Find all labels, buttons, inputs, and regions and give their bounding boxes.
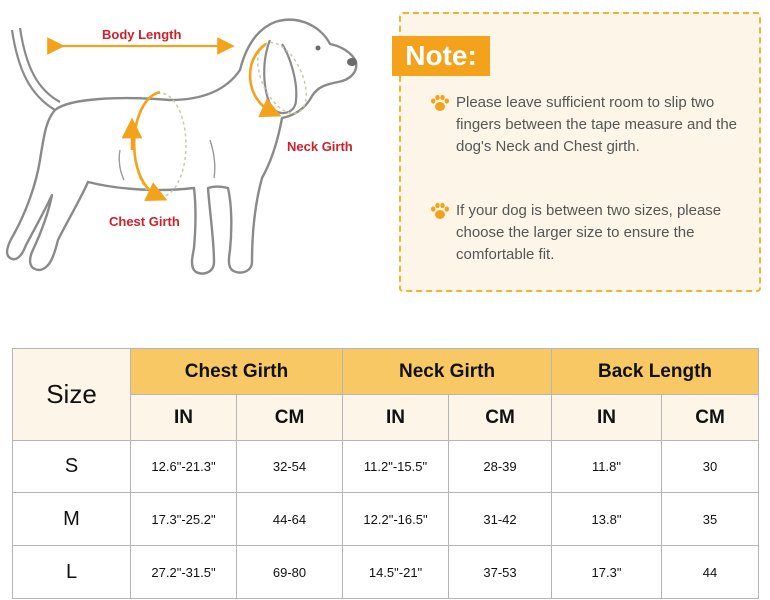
table-cell: 27.2"-31.5": [131, 546, 237, 599]
unit-header: CM: [237, 395, 343, 441]
note-text: Please leave sufficient room to slip two fingers between the tape measure and the dog's Neck and Chest girth.: [456, 94, 738, 155]
table-cell: 11.8": [552, 441, 662, 493]
chest-girth-header: Chest Girth: [131, 349, 343, 395]
unit-header: IN: [131, 395, 237, 441]
table-group-header-row: [13, 349, 759, 395]
size-label: S: [13, 441, 131, 493]
table-cell: 32-54: [237, 441, 343, 493]
table-cell: 12.6"-21.3": [131, 441, 237, 493]
table-cell: 12.2"-16.5": [343, 493, 449, 546]
size-label: M: [13, 493, 131, 546]
note-item: [430, 200, 740, 266]
size-chart-table: [12, 348, 759, 599]
table-row: [13, 493, 759, 546]
unit-header: CM: [449, 395, 552, 441]
table-cell: 11.2"-15.5": [343, 441, 449, 493]
table-cell: 13.8": [552, 493, 662, 546]
paw-icon: [430, 94, 450, 112]
chest-girth-label: Chest Girth: [109, 214, 180, 229]
table-cell: 17.3": [552, 546, 662, 599]
table-cell: 30: [662, 441, 759, 493]
table-cell: 28-39: [449, 441, 552, 493]
table-cell: 31-42: [449, 493, 552, 546]
neck-girth-label: Neck Girth: [287, 139, 353, 154]
table-cell: 37-53: [449, 546, 552, 599]
table-cell: 35: [662, 493, 759, 546]
note-title: Note:: [392, 36, 490, 76]
table-row: [13, 441, 759, 493]
unit-header: IN: [343, 395, 449, 441]
table-cell: 17.3"-25.2": [131, 493, 237, 546]
body-length-label: Body Length: [102, 27, 182, 42]
back-length-header: Back Length: [552, 349, 759, 395]
table-cell: 44: [662, 546, 759, 599]
note-item: [430, 92, 740, 158]
note-text: If your dog is between two sizes, please choose the larger size to ensure the comfortable fit.: [456, 202, 722, 263]
neck-girth-header: Neck Girth: [343, 349, 552, 395]
unit-header: IN: [552, 395, 662, 441]
size-column-header: Size: [13, 349, 131, 441]
table-cell: 14.5"-21": [343, 546, 449, 599]
paw-icon: [430, 202, 450, 220]
dog-measurement-diagram: [0, 0, 390, 290]
table-cell: 44-64: [237, 493, 343, 546]
unit-header: CM: [662, 395, 759, 441]
table-cell: 69-80: [237, 546, 343, 599]
table-row: [13, 546, 759, 599]
size-label: L: [13, 546, 131, 599]
